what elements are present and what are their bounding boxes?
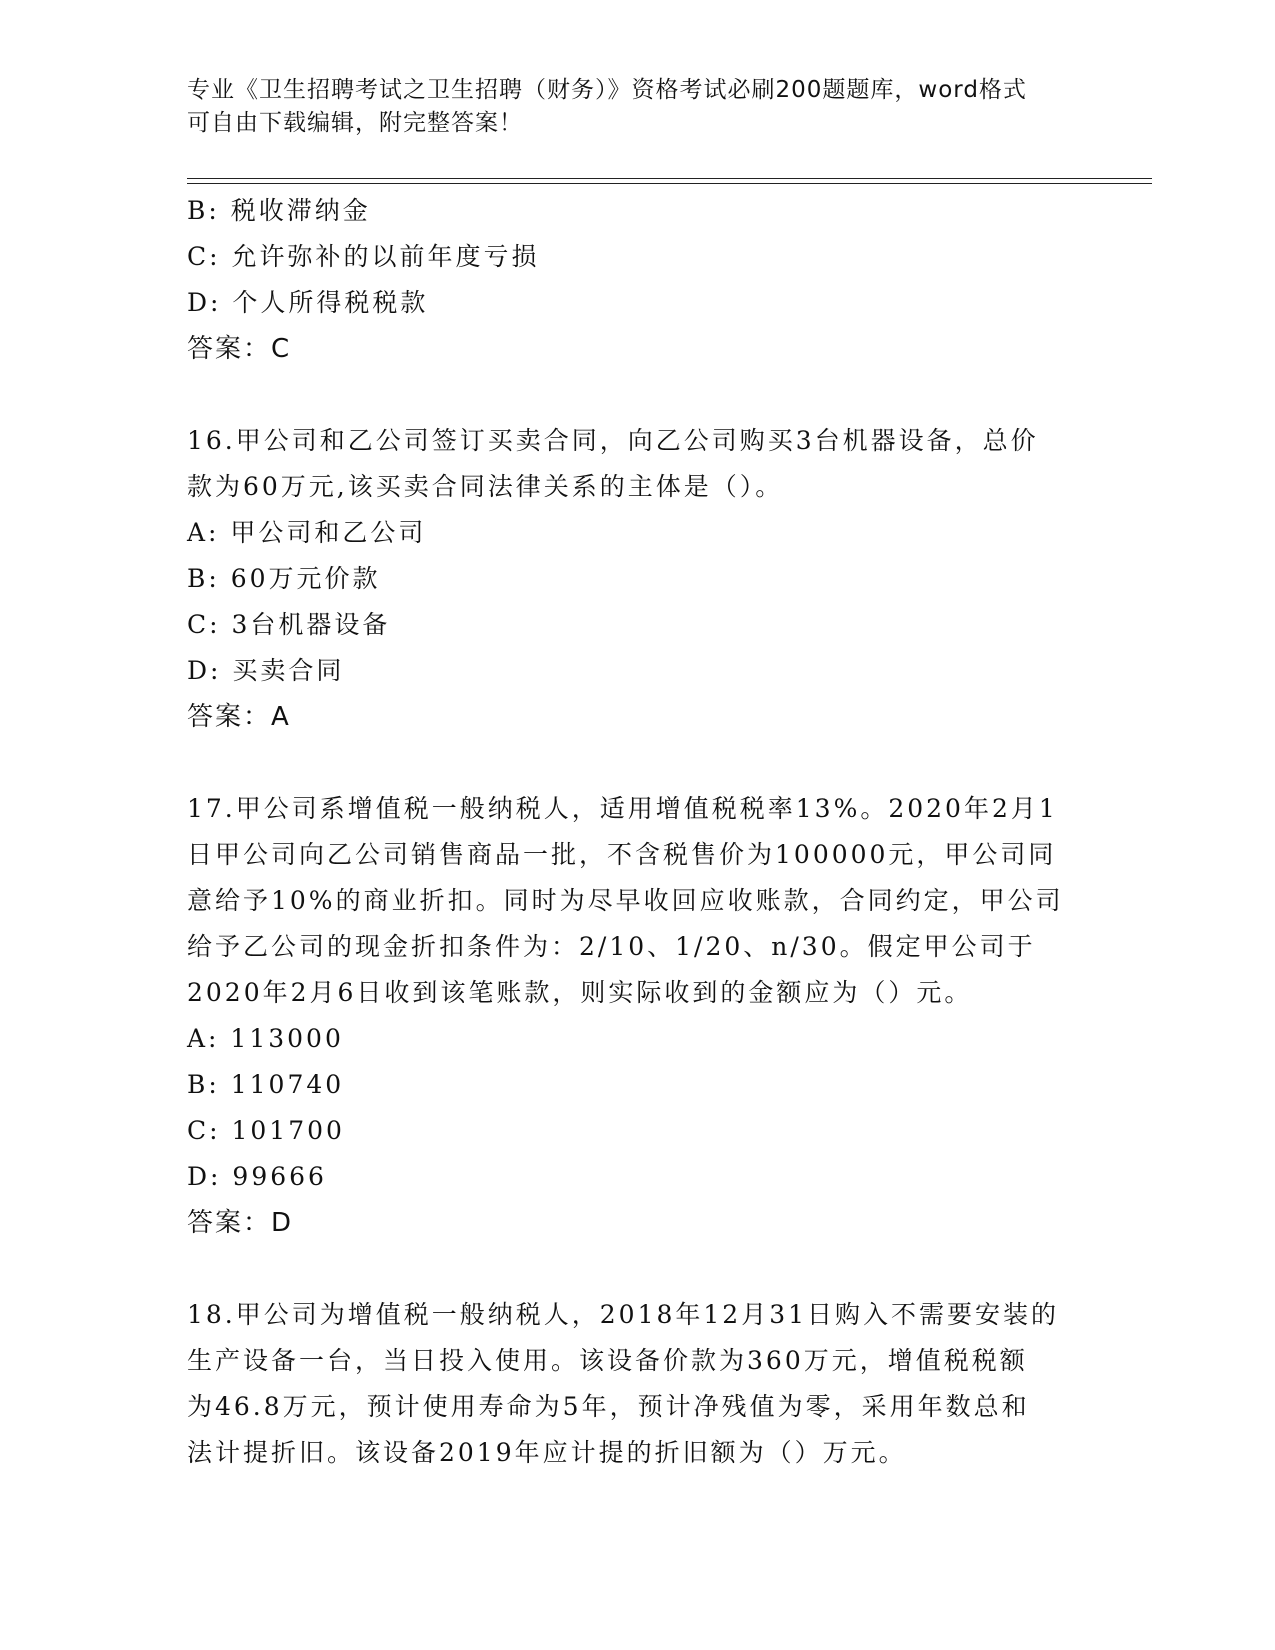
question-stem-line: 款为60万元,该买卖合同法律关系的主体是（）。 xyxy=(187,472,784,501)
answer-line: 答案：A xyxy=(187,702,291,732)
document-header xyxy=(187,74,1067,140)
question-stem-line: 法计提折旧。该设备2019年应计提的折旧额为（）万元。 xyxy=(187,1438,907,1467)
question-stem-line: 为46.8万元，预计使用寿命为5年，预计净残值为零，采用年数总和 xyxy=(187,1392,1030,1421)
question-block-18 xyxy=(187,1292,1087,1476)
answer-line: 答案：C xyxy=(187,334,292,364)
question-block-15 xyxy=(187,188,1087,372)
spacer xyxy=(187,372,1087,418)
option-a: A: 113000 xyxy=(187,1024,344,1053)
option-d: D: 个人所得税税款 xyxy=(187,288,429,317)
option-d: D: 99666 xyxy=(187,1162,327,1191)
header-line-1: 专业《卫生招聘考试之卫生招聘（财务）》资格考试必刷200题题库，word格式 xyxy=(187,77,1027,103)
option-c: C: 3台机器设备 xyxy=(187,610,391,639)
option-c: C: 101700 xyxy=(187,1116,345,1145)
header-line-2: 可自由下载编辑，附完整答案！ xyxy=(187,110,523,136)
document-body xyxy=(187,188,1087,1476)
header-divider-top xyxy=(187,178,1152,179)
option-a: A: 甲公司和乙公司 xyxy=(187,518,427,547)
option-c: C: 允许弥补的以前年度亏损 xyxy=(187,242,540,271)
question-stem-line: 意给予10%的商业折扣。同时为尽早收回应收账款，合同约定，甲公司 xyxy=(187,886,1064,915)
option-d: D: 买卖合同 xyxy=(187,656,345,685)
question-stem-line: 17.甲公司系增值税一般纳税人，适用增值税税率13%。2020年2月1 xyxy=(187,794,1058,823)
question-stem-line: 18.甲公司为增值税一般纳税人，2018年12月31日购入不需要安装的 xyxy=(187,1300,1060,1329)
question-stem-line: 生产设备一台，当日投入使用。该设备价款为360万元，增值税税额 xyxy=(187,1346,1028,1375)
question-block-16 xyxy=(187,418,1087,740)
option-b: B: 税收滞纳金 xyxy=(187,196,371,225)
option-b: B: 110740 xyxy=(187,1070,345,1099)
question-stem-line: 16.甲公司和乙公司签订买卖合同，向乙公司购买3台机器设备，总价 xyxy=(187,426,1039,455)
question-stem-line: 2020年2月6日收到该笔账款，则实际收到的金额应为（）元。 xyxy=(187,978,973,1007)
spacer xyxy=(187,1246,1087,1292)
header-divider-bottom xyxy=(187,183,1152,184)
question-block-17 xyxy=(187,786,1087,1246)
option-b: B: 60万元价款 xyxy=(187,564,381,593)
spacer xyxy=(187,740,1087,786)
question-stem-line: 日甲公司向乙公司销售商品一批，不含税售价为100000元，甲公司同 xyxy=(187,840,1057,869)
question-stem-line: 给予乙公司的现金折扣条件为：2/10、1/20、n/30。假定甲公司于 xyxy=(187,932,1036,961)
answer-line: 答案：D xyxy=(187,1208,294,1238)
